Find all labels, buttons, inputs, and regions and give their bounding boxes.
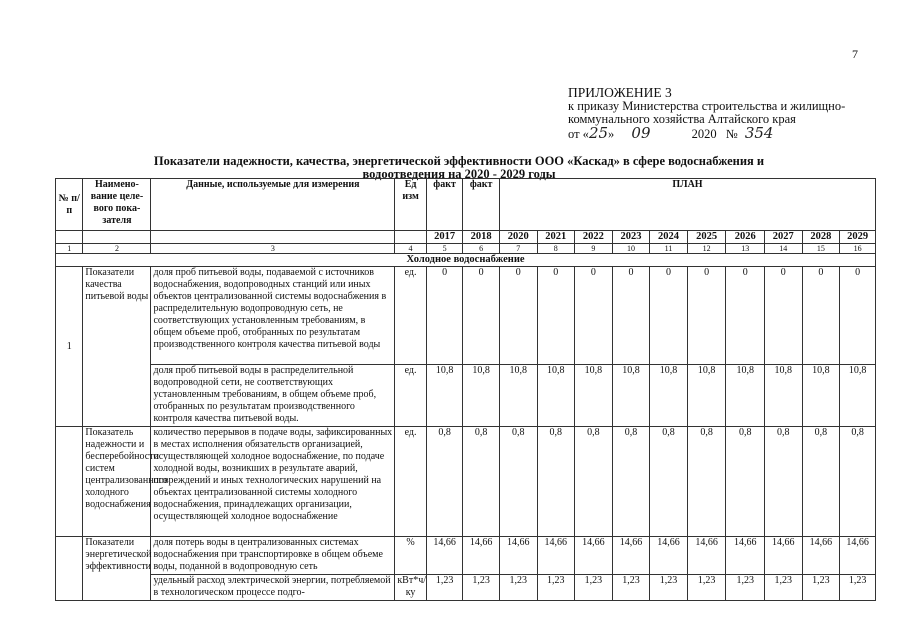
year-header: 2027	[765, 231, 803, 244]
measurement-text: количество перерывов в подаче воды, зафиксированных в местах исполнения обязательств организацией, осуществляющей холодное водоснабжение, по подаче холодной воды, возникших в результате аварий, повреждений и иных технологических нарушений на объектах централизованной системы холодного водоснабжения, принадлежащих организации, осуществляющей холодное водоснабжение	[151, 427, 395, 537]
indicator-name: Показатели энергетической эффективности	[83, 537, 151, 601]
value-cell: 1,23	[463, 575, 500, 601]
unit-cell: %	[395, 537, 426, 575]
value-cell: 10,8	[726, 365, 765, 427]
value-cell: 1,23	[802, 575, 840, 601]
column-number: 5	[426, 244, 463, 254]
measurement-text: доля потерь воды в централизованных системах водоснабжения при транспортировке в общем объеме воды, поданной в водопроводную сеть	[151, 537, 395, 575]
year-header: 2025	[687, 231, 726, 244]
value-cell: 10,8	[499, 365, 537, 427]
handwritten-month: 09	[631, 123, 651, 142]
column-number: 9	[575, 244, 613, 254]
value-cell: 0	[650, 267, 688, 365]
value-cell: 14,66	[687, 537, 726, 575]
value-cell: 10,8	[426, 365, 463, 427]
column-number: 7	[499, 244, 537, 254]
value-cell: 0	[426, 267, 463, 365]
value-cell: 0	[802, 267, 840, 365]
value-cell: 0	[765, 267, 803, 365]
date-prefix: от «	[568, 126, 589, 141]
year-header: 2024	[650, 231, 688, 244]
handwritten-day: 25	[588, 123, 609, 142]
value-cell: 14,66	[612, 537, 650, 575]
section-heading: Холодное водоснабжение	[56, 254, 876, 267]
value-cell: 14,66	[802, 537, 840, 575]
column-number: 6	[463, 244, 500, 254]
value-cell: 10,8	[802, 365, 840, 427]
value-cell: 14,66	[765, 537, 803, 575]
value-cell: 14,66	[463, 537, 500, 575]
unit-cell: кВт*ч/ку	[395, 575, 426, 601]
value-cell: 0,8	[650, 427, 688, 537]
header-indicator-name: Наимено-вание целе-вого пока-зателя	[83, 179, 151, 231]
value-cell: 10,8	[575, 365, 613, 427]
column-number: 12	[687, 244, 726, 254]
column-number: 8	[537, 244, 575, 254]
value-cell: 0,8	[687, 427, 726, 537]
value-cell: 1,23	[499, 575, 537, 601]
unit-cell: ед.	[395, 427, 426, 537]
value-cell: 10,8	[650, 365, 688, 427]
column-number: 3	[151, 244, 395, 254]
value-cell: 14,66	[840, 537, 876, 575]
value-cell: 0	[499, 267, 537, 365]
value-cell: 14,66	[650, 537, 688, 575]
indicators-table	[55, 178, 876, 601]
value-cell: 14,66	[537, 537, 575, 575]
value-cell: 0	[687, 267, 726, 365]
column-number: 15	[802, 244, 840, 254]
appendix-line-1: к приказу Министерства строительства и жилищно-	[568, 98, 846, 113]
column-number: 4	[395, 244, 426, 254]
handwritten-number: 354	[744, 123, 774, 142]
year-header: 2018	[463, 231, 500, 244]
value-cell: 0	[726, 267, 765, 365]
column-number: 10	[612, 244, 650, 254]
measurement-text: доля проб питьевой воды в распределительной водопроводной сети, не соответствующих установленным требованиям, в общем объеме проб, отобранных по результатам производственного контроля качества питьевой воды.	[151, 365, 395, 427]
value-cell: 14,66	[726, 537, 765, 575]
header-fact-2: факт	[463, 179, 500, 231]
value-cell: 14,66	[499, 537, 537, 575]
column-number: 1	[56, 244, 83, 254]
header-fact-1: факт	[426, 179, 463, 231]
value-cell: 1,23	[765, 575, 803, 601]
value-cell: 0,8	[612, 427, 650, 537]
value-cell: 0,8	[426, 427, 463, 537]
value-cell: 1,23	[537, 575, 575, 601]
number-sign: №	[725, 126, 738, 141]
value-cell: 0,8	[765, 427, 803, 537]
measurement-text: удельный расход электрической энергии, потребляемой в технологическом процессе подго-	[151, 575, 395, 601]
value-cell: 1,23	[687, 575, 726, 601]
value-cell: 1,23	[650, 575, 688, 601]
value-cell: 1,23	[726, 575, 765, 601]
indicator-name: Показатели качества питьевой воды	[83, 267, 151, 427]
document-title-line-2: водоотведения на 2020 - 2029 годы	[362, 167, 556, 181]
value-cell: 10,8	[687, 365, 726, 427]
value-cell: 1,23	[426, 575, 463, 601]
value-cell: 0	[612, 267, 650, 365]
column-number: 14	[765, 244, 803, 254]
year-header: 2026	[726, 231, 765, 244]
value-cell: 0	[575, 267, 613, 365]
value-cell: 14,66	[426, 537, 463, 575]
header-num: № п/п	[56, 179, 83, 231]
year-header: 2021	[537, 231, 575, 244]
column-number: 13	[726, 244, 765, 254]
header-measurement-data: Данные, используемые для измерения	[151, 179, 395, 231]
value-cell: 0	[463, 267, 500, 365]
year-header: 2020	[499, 231, 537, 244]
year-header: 2017	[426, 231, 463, 244]
measurement-text: доля проб питьевой воды, подаваемой с источников водоснабжения, водопроводных станций или иных объектов централизованной системы водоснабжения в распределительную водопроводную сеть, не соответствующих установленным требованиям, в общем объеме проб, отобранных по результатам производственного контроля качества питьевой воды	[151, 267, 395, 365]
column-number: 16	[840, 244, 876, 254]
value-cell: 10,8	[463, 365, 500, 427]
value-cell: 0,8	[537, 427, 575, 537]
value-cell: 10,8	[537, 365, 575, 427]
unit-cell: ед.	[395, 365, 426, 427]
document-title-line-1: Показатели надежности, качества, энергетической эффективности ООО «Каскад» в сфере водоснабжения и	[153, 154, 765, 168]
header-plan: ПЛАН	[499, 179, 875, 231]
unit-cell: ед.	[395, 267, 426, 365]
appendix-line-2: коммунального хозяйства Алтайского края	[568, 112, 796, 126]
page-number: 7	[852, 47, 858, 61]
column-number: 2	[83, 244, 151, 254]
value-cell: 1,23	[840, 575, 876, 601]
appendix-title: ПРИЛОЖЕНИЕ 3	[568, 85, 672, 100]
value-cell: 0,8	[499, 427, 537, 537]
row-group-number: 1	[56, 267, 83, 427]
year-header: 2023	[612, 231, 650, 244]
value-cell: 0	[840, 267, 876, 365]
value-cell: 0,8	[726, 427, 765, 537]
value-cell: 10,8	[612, 365, 650, 427]
value-cell: 10,8	[765, 365, 803, 427]
value-cell: 1,23	[575, 575, 613, 601]
column-number: 11	[650, 244, 688, 254]
value-cell: 10,8	[840, 365, 876, 427]
value-cell: 0,8	[802, 427, 840, 537]
appendix-date-line	[568, 123, 845, 142]
appendix-block	[568, 86, 845, 141]
header-unit: Ед изм	[395, 179, 426, 231]
value-cell: 0	[537, 267, 575, 365]
year-header: 2028	[802, 231, 840, 244]
value-cell: 14,66	[575, 537, 613, 575]
value-cell: 0,8	[463, 427, 500, 537]
year-header: 2029	[840, 231, 876, 244]
date-year: 2020	[691, 126, 717, 141]
value-cell: 0,8	[840, 427, 876, 537]
value-cell: 1,23	[612, 575, 650, 601]
year-header: 2022	[575, 231, 613, 244]
indicator-name: Показатель надежности и бесперебойности систем централизованного холодного водоснабжения	[83, 427, 151, 537]
value-cell: 0,8	[575, 427, 613, 537]
date-close-quote: »	[608, 126, 615, 141]
